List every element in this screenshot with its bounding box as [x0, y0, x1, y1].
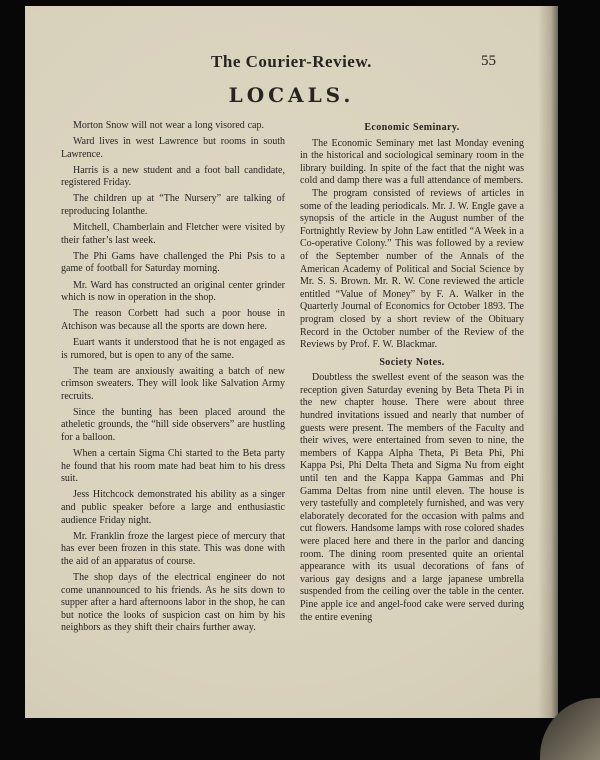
text-columns: [25, 107, 558, 638]
section-heading-economic-seminary: Economic Seminary.: [364, 122, 460, 133]
news-item: Mr. Ward has constructed an original center grinder which is now in operation in the shop.: [61, 279, 285, 304]
news-item: Mr. Franklin froze the largest piece of mercury that has ever been frozen in this state. This was done with the aid of an apparatus of course.: [61, 530, 285, 567]
news-item: The children up at “The Nursery” are talking of reproducing Iolanthe.: [61, 193, 285, 218]
news-item: The shop days of the electrical engineer do not come unannounced to his friends. As he sits down to supper after a hard afternoons labor in the shop, he can but notice the looks of suspicion cast on him by his neighbors as they shift their chairs further away.: [61, 572, 285, 634]
news-item: Ward lives in west Lawrence but rooms in south Lawrence.: [61, 136, 285, 160]
news-item: The team are anxiously awaiting a batch of new crimson sweaters. They will look like Salvation Army recruits.: [61, 365, 285, 402]
article-paragraph: The Economic Seminary met last Monday evening in the historical and sociological seminary room in the library building. In spite of the fact that the night was cold and damp there was a full attendance of members.: [300, 137, 524, 187]
news-item: Harris is a new student and a foot ball candidate, registered Friday.: [61, 164, 285, 189]
section-heading-society-notes: Society Notes.: [379, 356, 445, 368]
news-item: When a certain Sigma Chi started to the Beta party he found that his room mate had beat him to his dress suit.: [61, 448, 285, 485]
page: [25, 6, 558, 718]
news-item: Jess Hitchcock demonstrated his ability as a singer and public speaker before a large and enthusiastic audience Friday night.: [61, 489, 285, 526]
right-column: [300, 120, 524, 638]
news-item: The Phi Gams have challenged the Phi Psis to a game of football for Saturday morning.: [61, 250, 285, 275]
article-paragraph: Doubtless the swellest event of the season was the reception given Saturday evening by Beta Theta Pi in the new chapter house. There were about three hundred invitations issued and nearly that number of guests were present. The members of the Faculty and their wives, were entertained from seven to nine, the members of Kappa Alpha Theta, Pi Beta Phi, Phi Kappa Psi, Phi Delta Theta and Sigma Nu from eight until ten and the Kappa Kappa Gammas and Phi Gamma Deltas from nine until eleven. The house is very tastefully and completely furnished, and was very elaborately decorated for the occasion with palms and cut flowers. Handsome lamps with rose colored shades were placed here and there in the parlor and dancing room. The dining room presented quite an oriental appearance with its usual decorations of fans of various gay designs and a large japanese umbrella suspended from the ceiling over the table in the center. Pine apple ice and angel-food cake were served during the entire evening: [300, 372, 524, 623]
news-item: Since the bunting has been placed around the atheletic grounds, the “hill side observers” are hustling for a balloon.: [61, 406, 285, 444]
page-header: [25, 52, 558, 72]
page-number: 55: [481, 53, 496, 69]
news-item: Mitchell, Chamberlain and Fletcher were visited by their father’s last week.: [61, 222, 285, 246]
news-item: The reason Corbett had such a poor house in Atchison was because all the sports are down here.: [61, 308, 285, 332]
news-item: Morton Snow will not wear a long visored cap.: [73, 120, 264, 131]
locals-heading: LOCALS.: [228, 83, 355, 107]
article-paragraph: The program consisted of reviews of articles in some of the leading periodicals. Mr. J. W. Engle gave a synopsis of the article in the August number of the Fortnightly Review by John Law entitled “A Week in a Co-operative Colony.” This was followed by a review of the September number of the Annals of the American Academy of Political and Social Science by Mr. S. S. Brown. Mr. R. W. Cone reviewed the article entitled “Value of Money” by F. A. Walker in the Quarterly Journal of Economics for October 1893. The program closed by a short review of the Obituary Record in the October number of the Review of the Reviews by Prof. F. W. Blackmar.: [300, 187, 524, 351]
news-item: Euart wants it understood that he is not engaged as is rumored, but is open to any of the same.: [61, 336, 285, 361]
left-column: [61, 120, 285, 638]
publication-title: The Courier-Review.: [211, 52, 372, 71]
